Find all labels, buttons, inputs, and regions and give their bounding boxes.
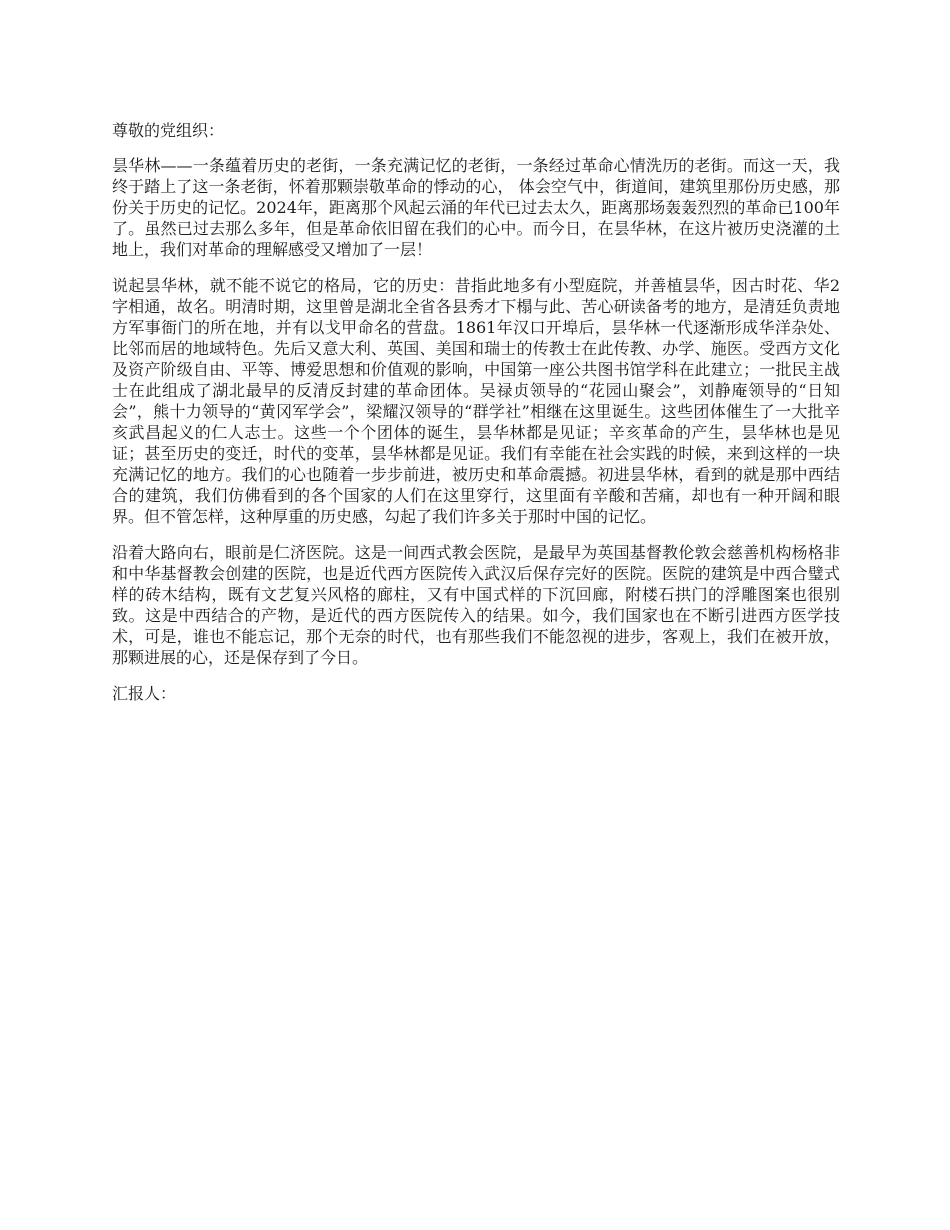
paragraph-intro: 昙华林——一条蕴着历史的老街，一条充满记忆的老街，一条经过革命心情洗历的老街。而这一天，我终于踏上了这一条老街，怀着那颗崇敬革命的悸动的心， 体会空气中，街道间，建筑里那份历史感，那份关于历史的记忆。2024年，距离那个风起云涌的年代已过去太久，距离那场轰轰烈烈的革命已100年了。虽然已过去那么多年，但是革命依旧留在我们的心中。而今日，在昙华林，在这片被历史浇灌的土地上，我们对革命的理解感受又增加了一层！ [112, 156, 840, 259]
paragraph-hospital: 沿着大路向右，眼前是仁济医院。这是一间西式教会医院，是最早为英国基督教伦敦会慈善机构杨格非和中华基督教会创建的医院，也是近代西方医院传入武汉后保存完好的医院。医院的建筑是中西合璧式样的砖木结构，既有文艺复兴风格的廊柱，又有中国式样的下沉回廊，附楼石拱门的浮雕图案也很别致。这是中西结合的产物，是近代的西方医院传入的结果。如今，我们国家也在不断引进西方医学技术，可是，谁也不能忘记，那个无奈的时代，也有那些我们不能忽视的进步，客观上，我们在被开放，那颗进展的心，还是保存到了今日。 [112, 543, 840, 667]
paragraph-history: 说起昙华林，就不能不说它的格局，它的历史：昔指此地多有小型庭院，并善植昙华，因古时花、华2字相通，故名。明清时期，这里曾是湖北全省各县秀才下榻与此、苦心研读备考的地方，是清廷负责地方军事衙门的所在地，并有以戈甲命名的营盘。1861年汉口开埠后，昙华林一代逐渐形成华洋杂处、比邻而居的地域特色。先后又意大利、英国、美国和瑞士的传教士在此传教、办学、施医。受西方文化及资产阶级自由、平等、博爱思想和价值观的影响，中国第一座公共图书馆学科在此建立；一批民主战士在此组成了湖北最早的反清反封建的革命团体。吴禄贞领导的“花园山聚会”，刘静庵领导的“日知会”，熊十力领导的“黄冈军学会”，梁耀汉领导的“群学社”相继在这里诞生。这些团体催生了一大批辛亥武昌起义的仁人志士。这些一个个团体的诞生，昙华林都是见证；辛亥革命的产生，昙华林也是见证；甚至历史的变迁，时代的变革，昙华林都是见证。我们有幸能在社会实践的时候，来到这样的一块充满记忆的地方。我们的心也随着一步步前进，被历史和革命震撼。初进昙华林，看到的就是那中西结合的建筑，我们仿佛看到的各个国家的人们在这里穿行，这里面有辛酸和苦痛，却也有一种开阔和眼界。但不管怎样，这种厚重的历史感，勾起了我们许多关于那时中国的记忆。 [112, 276, 840, 526]
salutation: 尊敬的党组织： [112, 121, 225, 140]
document-page [112, 120, 840, 704]
signature: 汇报人： [112, 684, 177, 703]
